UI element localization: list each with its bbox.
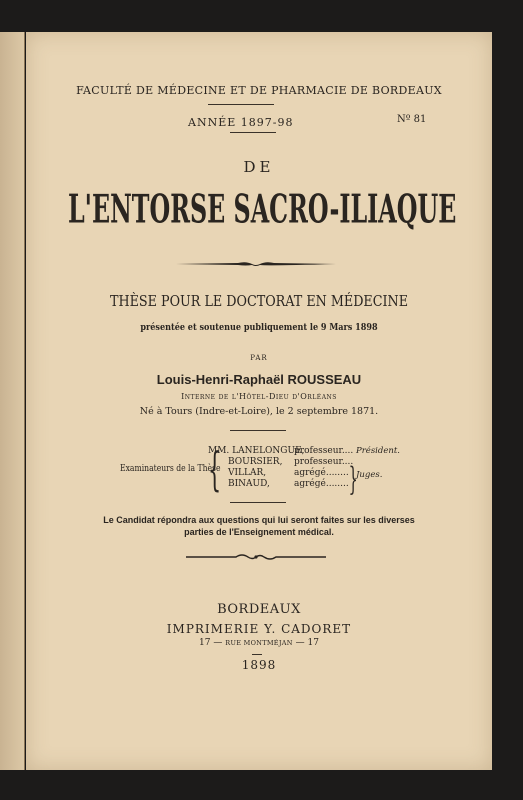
ornament-divider-small: [186, 552, 326, 562]
publisher-city: BORDEAUX: [217, 602, 301, 617]
examiner-row: [208, 479, 350, 490]
president-label: Président.: [356, 446, 400, 456]
examiner-role: professeur....: [294, 457, 354, 467]
faculty-heading: FACULTÉ DE MÉDECINE ET DE PHARMACIE DE BORDEAUX: [76, 84, 442, 97]
examiner-name: MM. LANELONGUE,: [208, 446, 305, 456]
rule-below-examiners: [230, 502, 286, 503]
examiner-name: BINAUD,: [228, 479, 270, 489]
examiners-list: [208, 446, 354, 490]
street-number-2: — 17: [295, 638, 319, 648]
publication-year: 1898: [241, 658, 277, 672]
examiner-name: BOURSIER,: [228, 457, 283, 467]
rule-above-examiners: [230, 430, 286, 431]
rule-under-faculty: [208, 104, 274, 105]
examiner-row: [208, 446, 354, 457]
rule-under-year: [230, 132, 276, 133]
street-number: 17 —: [199, 638, 223, 648]
printer-name: IMPRIMERIE Y. CADORET: [166, 622, 352, 636]
thesis-subtitle: THÈSE POUR LE DOCTORAT EN MÉDECINE: [109, 292, 409, 310]
street-name: RUE MONTMÉJAN: [225, 639, 293, 647]
defense-date: présentée et soutenue publiquement le 9 Mars 1898: [140, 322, 378, 333]
examiner-row: [208, 457, 354, 468]
rule-above-year: [252, 654, 262, 655]
right-brace: }: [348, 460, 358, 498]
printer-address: [26, 638, 492, 648]
candidate-note-line1: Le Candidat répondra aux questions qui lui seront faites sur les diverses: [103, 515, 415, 525]
examiner-role: professeur....: [294, 446, 354, 456]
title-prefix: DE: [243, 158, 275, 176]
examiner-role: agrégé........: [294, 468, 349, 478]
ornament-divider: [176, 260, 336, 268]
author-name: Louis-Henri-Raphaël ROUSSEAU: [156, 372, 362, 387]
candidate-note: [26, 514, 492, 538]
title-page: [26, 32, 492, 770]
examiner-row: [208, 468, 350, 479]
thesis-number: Nº 81: [397, 114, 427, 125]
author-birth: Né à Tours (Indre-et-Loire), le 2 septembre 1871.: [139, 406, 379, 417]
examiner-name: VILLAR,: [228, 468, 267, 478]
by-label: PAR: [250, 354, 268, 362]
judges-label: Juges.: [356, 470, 383, 480]
thesis-title: L'ENTORSE SACRO-ILIAQUE: [67, 186, 457, 232]
candidate-note-line2: parties de l'Enseignement médical.: [184, 527, 334, 537]
author-position: Interne de l'Hôtel-Dieu d'Orléans: [181, 392, 337, 401]
academic-year: ANNÉE 1897-98: [188, 116, 294, 129]
examiner-role: agrégé........: [294, 479, 349, 489]
examiners-label: Examinateurs de la Thèse: [120, 464, 221, 474]
left-brace: {: [208, 442, 222, 496]
facing-page-edge: [0, 32, 25, 770]
